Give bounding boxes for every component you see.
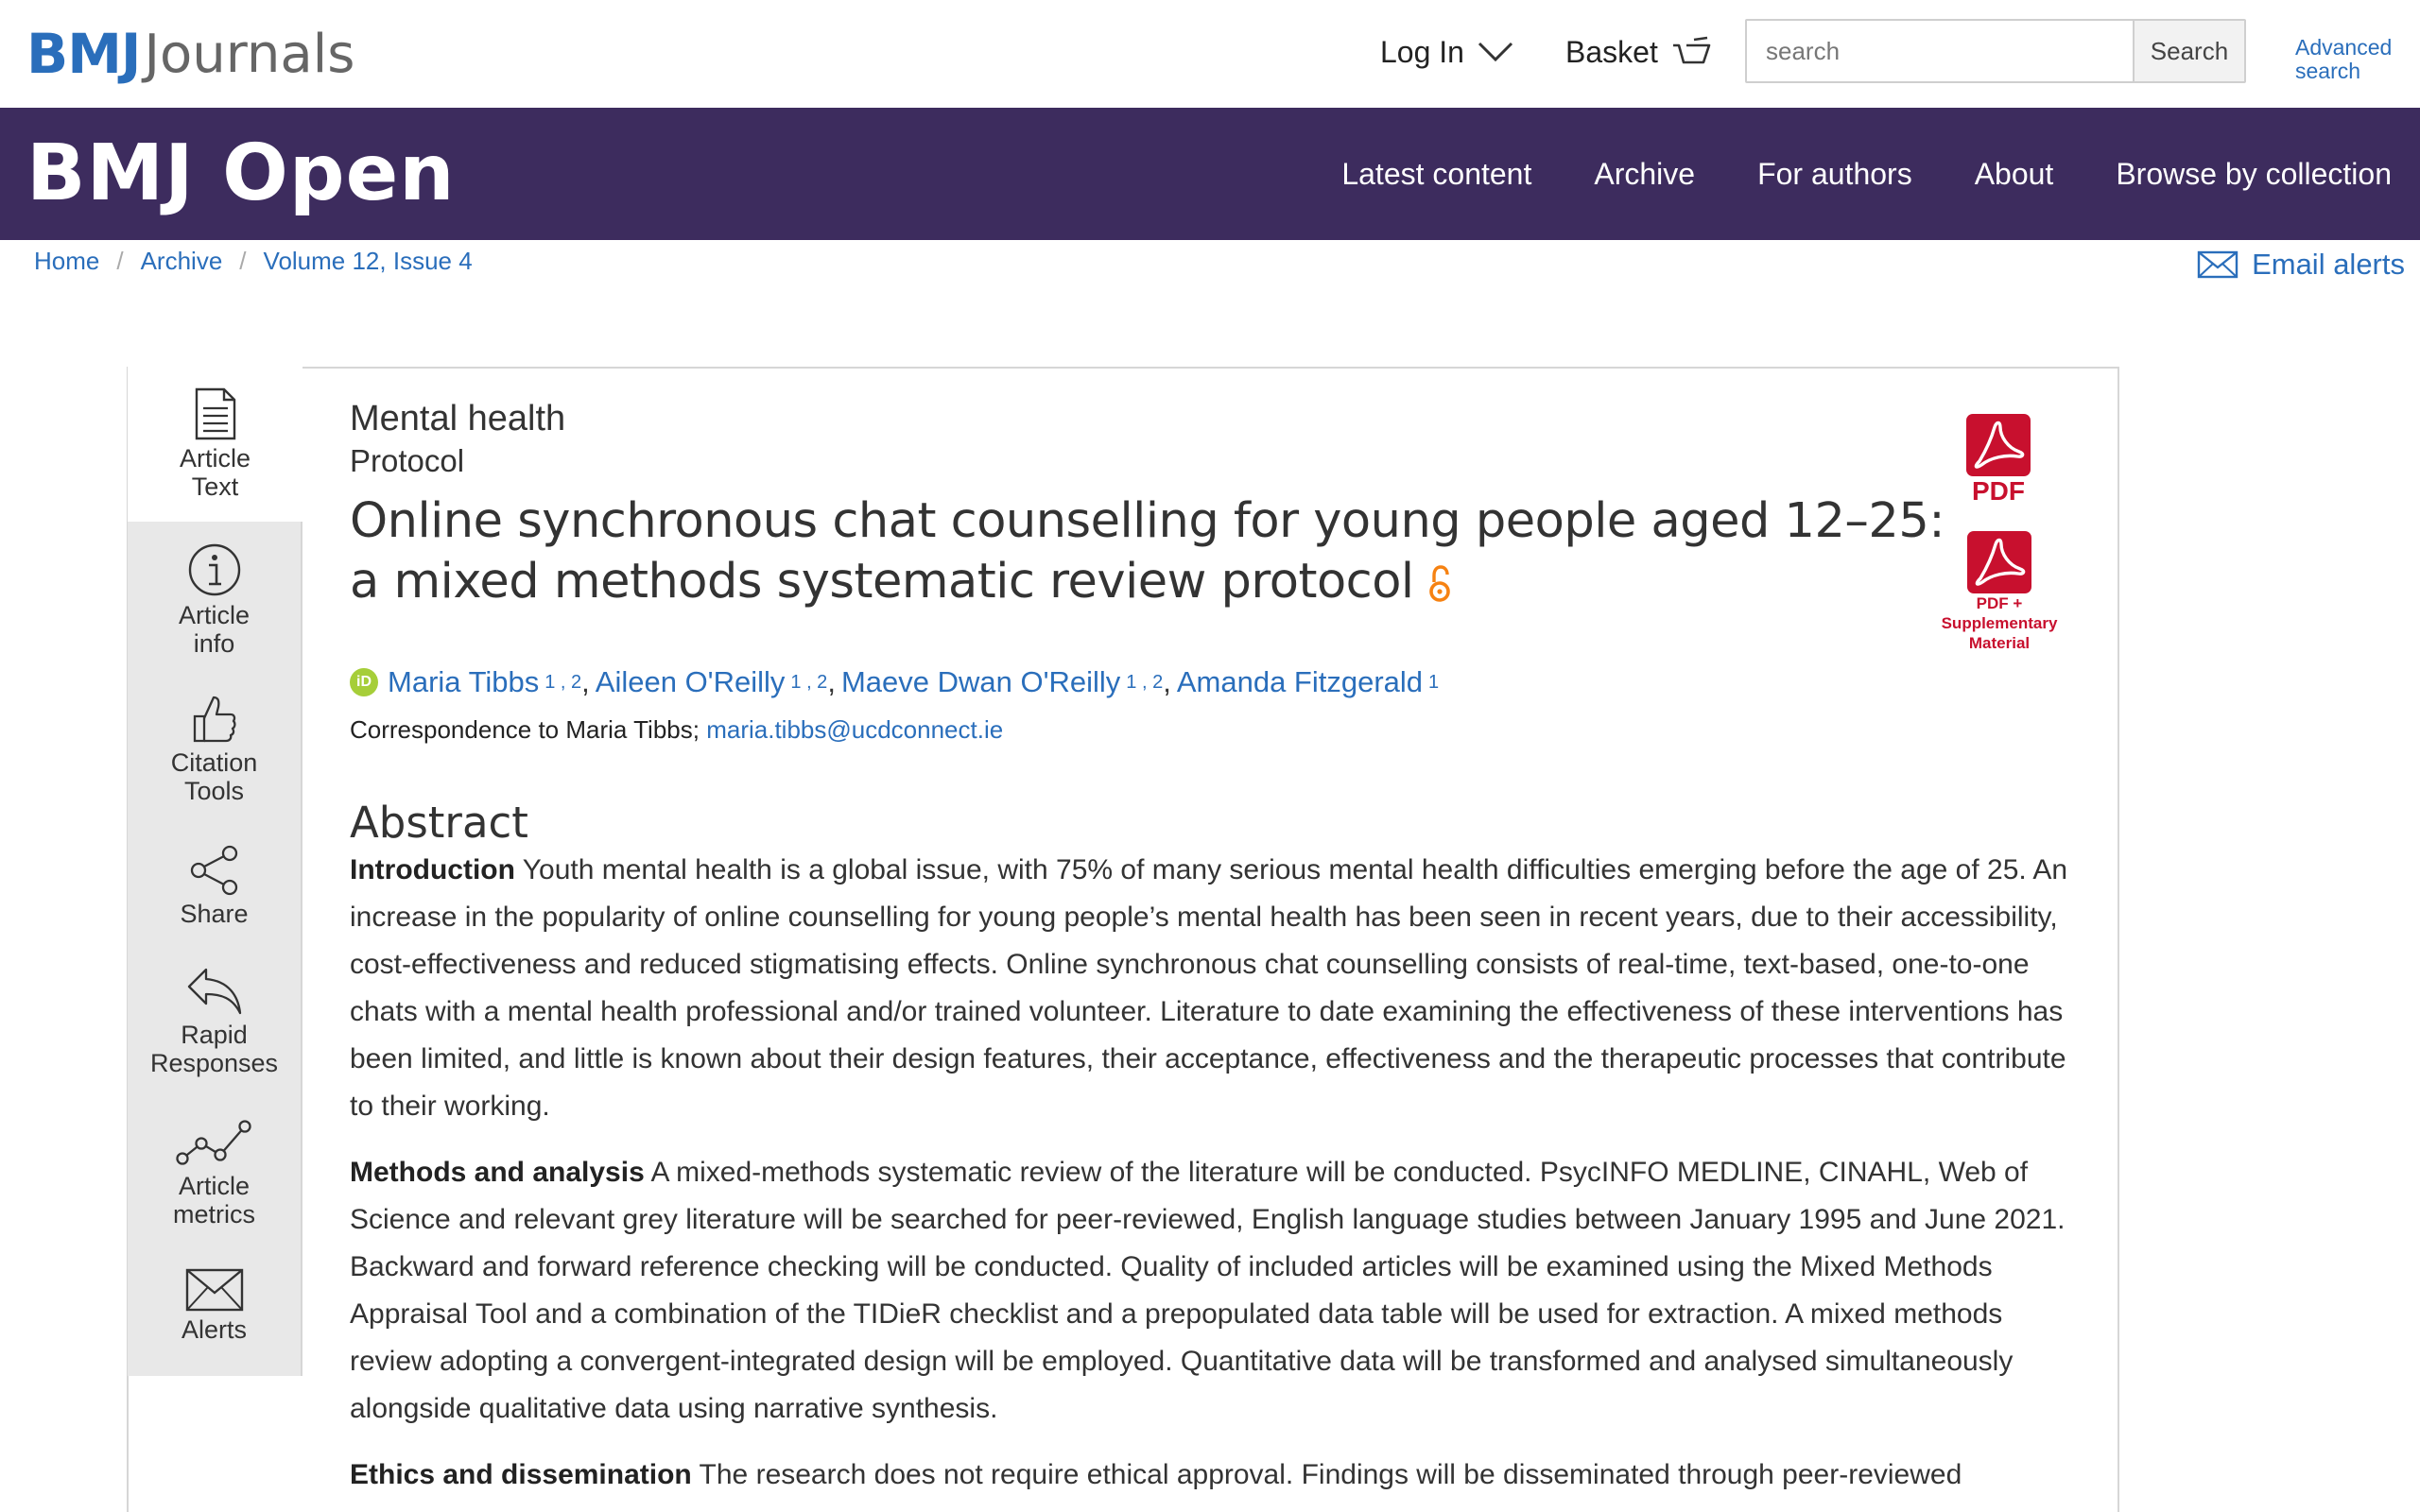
correspondence-email-link[interactable]: maria.tibbs@ucdconnect.ie (706, 715, 1004, 744)
share-icon (188, 845, 241, 896)
basket-label: Basket (1565, 34, 1658, 69)
basket-button[interactable] (1565, 28, 1713, 76)
section-heading: Introduction (350, 854, 515, 885)
bmj-journals-logo[interactable] (26, 21, 354, 87)
author-separator: , (1163, 665, 1171, 698)
logo-bmj-text: BMJ (26, 22, 141, 86)
metrics-icon (175, 1117, 254, 1168)
top-bar (0, 0, 2420, 108)
journal-brand[interactable]: BMJ Open (26, 129, 456, 218)
orcid-icon[interactable]: iD (350, 668, 378, 696)
document-icon (194, 387, 237, 440)
email-alerts-label: Email alerts (2252, 248, 2405, 281)
breadcrumb-separator: / (116, 246, 124, 275)
author-separator: , (581, 665, 590, 698)
sidebar-item-rapid-responses[interactable] (127, 945, 302, 1096)
search-button[interactable]: Search (2133, 21, 2244, 81)
envelope-icon (2197, 250, 2238, 279)
breadcrumb (34, 244, 473, 278)
abstract-heading: Abstract (350, 798, 528, 848)
basket-icon (1671, 36, 1713, 68)
author-name[interactable]: Maeve Dwan O'Reilly (840, 665, 1121, 698)
nav-latest-content[interactable]: Latest content (1341, 156, 1532, 191)
abstract-introduction (350, 847, 2070, 1130)
section-text: Youth mental health is a global issue, with 75% of many serious mental health difficulties emerging before the age of 25. An increase in the popularity of online counselling for young people’s mental health has been seen in recent years, due to their accessibility, cost-effectiveness and reduced stigmatising effects. Online synchronous chat counselling consists of real-time, text-based, one-to-one chats with a mental health professional and/or trained volunteer. Literature to date examining the effectiveness of these interventions has been limited, and little is known about their design features, their acceptance, effectiveness and the therapeutic processes that contribute to their working. (350, 854, 2068, 1122)
section-heading: Methods and analysis (350, 1157, 645, 1188)
sidebar-label: Alerts (181, 1315, 248, 1344)
sidebar-label: Share (180, 900, 249, 928)
login-label: Log In (1380, 34, 1464, 69)
sidebar-label: Article Text (179, 444, 251, 501)
pdf-download-button[interactable] (1962, 414, 2034, 507)
sidebar-item-article-metrics[interactable] (127, 1096, 302, 1247)
author-affiliation[interactable]: 1 , 2 (1126, 672, 1164, 693)
article-title (350, 491, 1957, 612)
article-type: Protocol (350, 443, 465, 478)
breadcrumb-home[interactable]: Home (34, 246, 100, 275)
pdf-supplementary-label: PDF + Supplementary Material (1941, 594, 2058, 652)
article-content (350, 397, 2080, 1499)
pdf-supplementary-download-button[interactable] (1928, 531, 2070, 653)
correspondence (350, 713, 2080, 747)
pdf-icon (1967, 531, 2031, 593)
pdf-label: PDF (1972, 476, 2025, 506)
search-form (1745, 19, 2246, 83)
abstract-ethics (350, 1452, 2070, 1499)
journal-navbar (0, 108, 2420, 240)
author-affiliation[interactable]: 1 (1428, 672, 1440, 693)
sidebar-item-share[interactable] (127, 824, 302, 945)
search-input[interactable] (1747, 21, 2133, 81)
author-affiliation[interactable]: 1 , 2 (790, 672, 828, 693)
author-name[interactable]: Maria Tibbs (388, 665, 540, 698)
pdf-icon (1966, 414, 2031, 476)
sidebar-item-alerts[interactable] (127, 1247, 302, 1376)
article-subject[interactable]: Mental health (350, 399, 566, 438)
thumbs-up-icon (191, 694, 238, 745)
sidebar-label: Citation Tools (170, 748, 258, 805)
main-nav (1279, 108, 2392, 240)
section-text: A mixed-methods systematic review of the literature will be conducted. PsycINFO MEDLINE, CINAHL, Web of Science and relevant grey literature will be searched for peer-reviewed, English language studies between January 1995 and June 2021. Backward and forward reference checking will be conducted. Quality of included articles will be examined using the Mixed Methods Appraisal Tool and a combination of the TIDieR checklist and a prepopulated data table will be used for extraction. A mixed methods review adopting a convergent-integrated design will be employed. Quantitative data will be transformed and analysed simultaneously alongside qualitative data using narrative synthesis. (350, 1157, 2066, 1424)
article-title-text: Online synchronous chat counselling for young people aged 12–25: a mixed methods systematic review protocol (350, 493, 1945, 610)
section-text: The research does not require ethical approval. Findings will be disseminated through peer-reviewed (699, 1459, 1962, 1490)
advanced-search-link[interactable]: Advanced search (2295, 35, 2393, 83)
breadcrumb-archive[interactable]: Archive (140, 246, 223, 275)
open-access-icon (1427, 565, 1452, 603)
sidebar-label: Article info (178, 601, 250, 658)
email-alerts-link[interactable] (2197, 244, 2405, 285)
sidebar-label: Article metrics (173, 1172, 255, 1228)
sidebar-item-article-text[interactable] (127, 367, 302, 522)
logo-journals-text: Journals (144, 23, 355, 85)
abstract-methods (350, 1149, 2070, 1433)
envelope-icon (185, 1268, 244, 1312)
info-icon (187, 542, 242, 597)
breadcrumb-issue[interactable]: Volume 12, Issue 4 (263, 246, 473, 275)
login-button[interactable] (1380, 28, 1513, 76)
article-sidebar (127, 367, 302, 1376)
breadcrumb-separator: / (239, 246, 247, 275)
author-name[interactable]: Aileen O'Reilly (595, 665, 786, 698)
author-affiliation[interactable]: 1 , 2 (544, 672, 582, 693)
author-list (350, 663, 2080, 701)
reply-icon (185, 966, 244, 1017)
author-separator: , (827, 665, 836, 698)
nav-browse-by-collection[interactable]: Browse by collection (2116, 156, 2392, 191)
nav-archive[interactable]: Archive (1594, 156, 1696, 191)
section-heading: Ethics and dissemination (350, 1459, 692, 1490)
sidebar-item-article-info[interactable] (127, 522, 302, 673)
nav-about[interactable]: About (1974, 156, 2054, 191)
nav-for-authors[interactable]: For authors (1757, 156, 1912, 191)
author-name[interactable]: Amanda Fitzgerald (1176, 665, 1424, 698)
sidebar-item-citation-tools[interactable] (127, 673, 302, 824)
chevron-down-icon (1478, 41, 1513, 63)
sidebar-label: Rapid Responses (149, 1021, 279, 1077)
correspondence-prefix: Correspondence to Maria Tibbs; (350, 715, 700, 744)
